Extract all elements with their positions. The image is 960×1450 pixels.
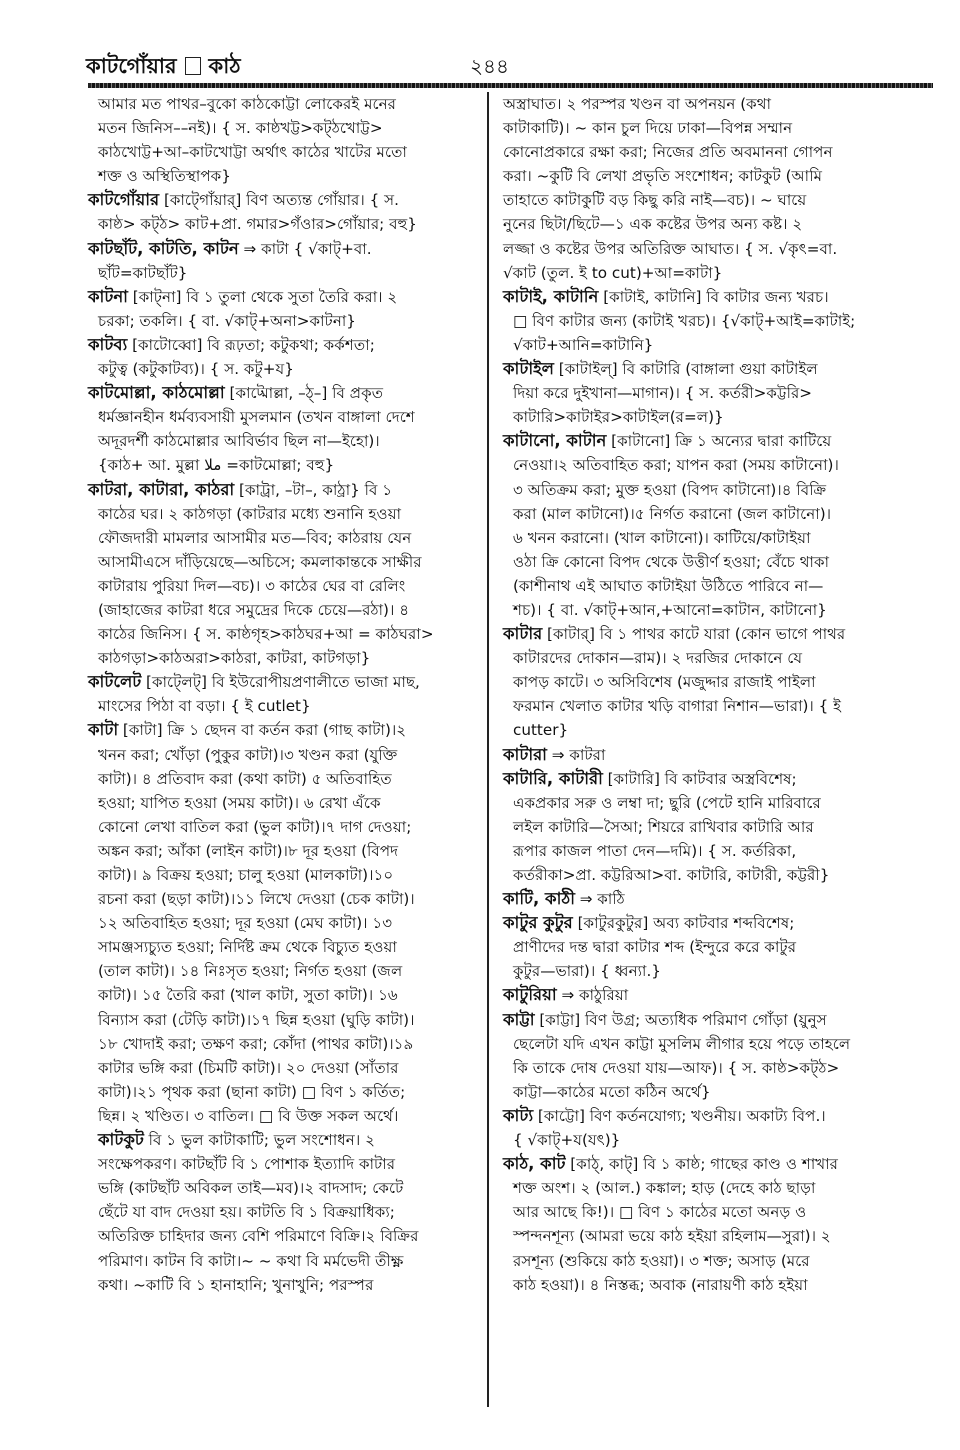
headword: কাটনা [88,286,128,306]
text-line [88,140,478,164]
text-line [88,212,478,236]
line-text: বি ১ ভুল কাটাকাটি; ভুল সংশোধন। ২ [143,1131,375,1150]
line-text: একপ্রকার সরু ও লম্বা দা; ছুরি (পেটে হানি মারিবারে [513,793,821,812]
line-text: কাঠের ঘর। ২ কাঠগড়া (কাটরার মধ্যে শুনানি হওয়া [98,504,402,523]
text-line [88,1200,478,1224]
headword: কাট্টা [503,1009,535,1029]
text-line [503,1176,928,1200]
text-line [88,574,478,598]
text-line [88,743,478,767]
text-line [88,116,478,140]
text-line [88,959,478,983]
text-line [503,1080,928,1104]
line-text: ছেলেটা যদি এখন কাট্টা মুসলিম লীগার হয়ে পড়ে তাহলে [513,1034,851,1053]
line-text: শক্ত ও অস্থিতিস্থাপক} [98,167,231,186]
line-text: শক্ত অংশ। ২ (আল.) কঙ্কাল; হাড় (দেহে কাঠ ছাড়া [513,1179,816,1198]
entry-line [503,1152,928,1176]
line-text: আর আছে কি!)। □ বিণ ১ কাঠের মতো অনড় ও [513,1203,807,1222]
line-text: ছাঁট=কাটছাঁট} [98,263,188,282]
line-text: মাংসের পিঠা বা বড়া। { ই cutlet} [98,697,311,716]
line-text: কাঠখোট্ট+আ–কাটখোট্টা অর্থাৎ কাঠের খাটের মতো [98,143,407,162]
line-text: {কাঠ+ আ. মুল্লা ملا =কাটমোল্লা; বহু} [98,456,335,475]
line-text: কাঠের জিনিস। { স. কাষ্ঠগৃহ>কাঠঘর+আ = কাঠঘরা> [98,625,434,644]
headword: কাটুরিয়া [503,985,557,1005]
text-line [88,791,478,815]
line-text: সামঞ্জস্যচ্যুত হওয়া; নির্দিষ্ট ক্রম থেকে বিচ্যুত হওয়া [98,938,397,957]
text-line [503,550,928,574]
line-text: ওঠা ক্রি কোনো বিপদ থেকে উত্তীর্ণ হওয়া; বেঁচে থাকা [513,552,829,571]
line-text: লজ্জা ও কষ্টের উপর অতিরিক্ত আঘাত। { স. √কৃৎ=বা. [503,239,838,258]
guide-words [86,50,241,85]
text-line [88,1056,478,1080]
line-text: পরিমাণ। কাটন বি কাটা।~ ~ কথা বি মর্মভেদী তীক্ষ্ণ [98,1251,404,1270]
text-line [88,502,478,526]
line-text: নুনের ছিটা/ছিটে—১ এক কষ্টের উপর অন্য কষ্ট। ২ [503,215,803,234]
column-divider [487,92,489,1407]
text-line [88,1032,478,1056]
headword: কাঠ, কাট [503,1154,566,1174]
line-text: ৬ খনন করানো। (খাল কাটানো)। কাটিয়ে/কাটাইয়া [513,528,811,547]
line-text: কাটা)।২১ পৃথক করা (ছানা কাটা) □ বিণ ১ কর্তিত; [98,1082,406,1101]
header-rule [88,83,933,88]
line-text: √কাট (তুল. ই to cut)+আ=কাটা} [503,263,723,282]
line-text: স্পন্দনশূন্য (আমরা ভয়ে কাঠ হইয়া রহিলাম—সুরা)। ২ [513,1227,831,1246]
line-text: ছেঁটে যা বাদ দেওয়া হয়। কাটতি বি ১ বিক্রয়াধিক্য; [98,1203,395,1222]
text-line [503,1128,928,1152]
text-line [88,92,478,116]
text-line [88,453,478,477]
line-text: ⇒ কাটা { √কাট্+বা. [238,239,372,258]
line-text: খনন করা; খোঁড়া (পুকুর কাটা)।৩ খণ্ডন করা (যুক্তি [98,745,398,764]
text-line [503,188,928,212]
text-line [88,863,478,887]
line-text: [কাট্রা, –টা–, কাঠ্রা} বি ১ [234,480,393,499]
text-line [88,694,478,718]
line-text: ৩ অতিক্রম করা; মুক্ত হওয়া (বিপদ কাটানো)।৪ বিক্রি [513,480,827,499]
line-text: ছিন্ন। ২ খণ্ডিত। ৩ বাতিল। □ বি উক্ত সকল অর্থে। [98,1106,399,1125]
text-line [503,598,928,622]
text-line [503,694,928,718]
text-line [503,1249,928,1273]
text-line [503,959,928,983]
text-line [88,429,478,453]
entry-line [503,285,928,309]
text-line [503,815,928,839]
text-line [503,1032,928,1056]
line-text: [কাটানো] ক্রি ১ অন্যের দ্বারা কাটিয়ে [606,432,832,451]
text-line [503,526,928,550]
line-text: ⇒ কাটরা [546,745,606,764]
line-text: ⇒ কাঠুরিয়া [556,986,629,1005]
text-line [503,863,928,887]
headword: কাটকুট [98,1130,144,1150]
separator-box-icon [185,57,201,75]
line-text: করা (মাল কাটানো)।৫ নির্গত করানো (জল কাটানো)। [513,504,832,523]
line-text: [কাটাইল্] বি কাটারি (বাঙ্গালা গুয়া কাটাইল [553,360,818,379]
headword: কাটারা [503,744,547,764]
text-line [88,1080,478,1104]
line-text: ভঙ্গি (কাটছাঁট অবিকল তাই—মব)।২ বাদসাদ; কেটে [98,1179,404,1198]
line-text: কাটা)। ৯ বিক্রয় হওয়া; চালু হওয়া (মালকাটা)।১০ [98,866,394,884]
entry-line [88,285,478,309]
line-text: ১৮ খোদাই করা; তক্ষণ করা; কোঁদা (পাথর কাটা)।১৯ [98,1034,414,1053]
line-text: কাটার ভঙ্গি করা (চিমটি কাটা)। ২০ দেওয়া (সাঁতার [98,1058,399,1077]
left-column [88,92,478,1297]
text-line [503,502,928,526]
entry-line [503,622,928,646]
line-text: [কাটারি] বি কাটবার অস্ত্রবিশেষ; [602,769,797,788]
line-text: নেওয়া।২ অতিবাহিত করা; যাপন করা (সময় কাটানো)। [513,456,839,475]
right-column [503,92,928,1297]
text-line [503,92,928,116]
text-line [88,598,478,622]
text-line [503,1200,928,1224]
headword: কাটরা, কাটারা, কাঠরা [88,479,235,499]
text-line [88,1176,478,1200]
entry-line [503,1008,928,1032]
line-text: মতন জিনিস––নই)। { স. কাষ্ঠখট্ট>কট্ঠখোট্ট> [98,119,383,138]
entry-line [503,911,928,935]
line-text: চরকা; তকলি। { বা. √কাট্+অনা>কাটনা} [98,311,356,330]
entry-line [88,1128,478,1152]
line-text: কাঠ হওয়া)। ৪ নিস্তব্ধ; অবাক (নারায়ণী কাঠ হইয়া [513,1275,808,1294]
text-line [503,718,928,742]
line-text: ধর্মজ্ঞানহীন ধর্মব্যবসায়ী মুসলমান (তখন বাঙ্গালা দেশে [98,408,415,427]
entry-line [503,887,928,911]
entry-line [88,333,478,357]
text-line [503,1273,928,1297]
entry-line [88,670,478,694]
text-line [503,646,928,670]
line-text: cutter} [513,721,569,740]
line-text: { √কাট্+য(যৎ)} [513,1131,621,1150]
text-line [88,550,478,574]
entry-line [503,429,928,453]
line-text: তাহাতে কাটাকুটি বড় কিছু করি নাই—বচ)। ~ ঘায়ে [503,191,807,210]
text-line [503,381,928,405]
entry-line [503,1104,928,1128]
line-text: ফরমান খেলাত কাটার খড়ি বাগারা নিশান—ভারা)। { ই [513,697,842,716]
text-line [503,237,928,261]
page-number: ২৪৪ [470,54,509,78]
line-text: ১২ অতিবাহিত হওয়া; দূর হওয়া (মেঘ কাটা)। ১৩ [98,914,393,933]
line-text: [কাট্লেট্] বি ইউরোপীয়প্রণালীতে ভাজা মাছ, [141,673,420,692]
line-text: কাপড় কাটে। ৩ অসিবিশেষ (মজুদ্দার রাজাই পাইলা [513,673,816,692]
entry-line [503,743,928,767]
text-line [88,164,478,188]
headword: কাট্য [503,1105,534,1125]
text-line [503,140,928,164]
text-line [503,212,928,236]
line-text: কোনোপ্রকারে রক্ষা করা; নিজের প্রতি অবমাননা গোপন [503,143,833,162]
line-text: (জাহাজের কাটরা ধরে সমুদ্রের দিকে চেয়ে—রঠা)। ৪ [98,600,410,619]
text-line [88,911,478,935]
line-text: (তাল কাটা)। ১৪ নিঃসৃত হওয়া; নির্গত হওয়া (জল [98,962,403,981]
entry-line [503,357,928,381]
text-line [88,983,478,1007]
text-line [503,670,928,694]
line-text: □ বিণ কাটার জন্য (কাটাই খরচ)। {√কাট্+আই=কাটাই; [513,311,856,330]
text-line [88,1249,478,1273]
line-text: [কাটোব্বো] বি রূঢ়তা; কটুকথা; কর্কশতা; [127,335,375,354]
entry-line [88,188,478,212]
text-line [503,261,928,285]
text-line [503,839,928,863]
line-text: কাটা)। ১৫ তৈরি করা (খাল কাটা, সুতা কাটা)। ১৬ [98,986,398,1005]
line-text: হওয়া; যাপিত হওয়া (সময় কাটা)। ৬ রেখা এঁকে [98,793,381,812]
line-text: [কাট্মোল্লা, –ঠ্–] বি প্রকৃত [224,384,384,403]
text-line [88,357,478,381]
line-text: [কাট্টো] বিণ কর্তনযোগ্য; খণ্ডনীয়। অকাট্য বিপ.। [533,1106,826,1125]
text-line [88,1008,478,1032]
guide-word-start: কাটগোঁয়ার [86,54,177,78]
text-line [503,405,928,429]
text-line [503,333,928,357]
line-text: বিন্যাস করা (টেড়ি কাটা)।১৭ ছিন্ন হওয়া (ঘুড়ি কাটা)। [98,1010,415,1029]
line-text: রসশূন্য (শুকিয়ে কাঠ হওয়া)। ৩ শক্ত; অসাড় (মরে [513,1251,810,1270]
headword: কাটমোল্লা, কাঠমোল্লা [88,383,225,403]
text-line [88,935,478,959]
line-text: লইল কাটারি—সৈআ; শিয়রে রাখিবার কাটারি আর [513,817,814,836]
line-text: আসামীএসে দাঁড়িয়েছে—অচিসে; কমলাকান্তকে সাক্ষীর [98,552,422,571]
line-text: অস্ত্রাঘাত। ২ পরস্পর খণ্ডন বা অপনয়ন (কথা [503,95,771,113]
text-line [88,646,478,670]
headword: কাটলেট [88,672,142,692]
text-line [88,1273,478,1297]
line-text: অঙ্কন করা; আঁকা (লাইন কাটা)।৮ দূর হওয়া (বিপদ [98,841,399,860]
headword: কাটাই, কাটানি [503,286,599,306]
line-text: কাটারি>কাটাইর>কাটাইল(র=ল)} [513,408,724,427]
headword: কাটাইল [503,359,554,379]
text-line [88,887,478,911]
line-text: কাট্টা—কাঠের মতো কঠিন অর্থে} [513,1082,711,1101]
line-text: কোনো লেখা বাতিল করা (ভুল কাটা)।৭ দাগ দেওয়া; [98,817,412,836]
text-line [88,261,478,285]
headword: কাটার [503,624,543,644]
headword: কাটি, কাঠী [503,889,575,909]
line-text: কর্তরীকা>প্রা. কট্টরিআ>বা. কাটারি, কাটারী, কট্টরী} [513,866,830,884]
line-text: [কাটুরকুটুর] অব্য কাটবার শব্দবিশেষ; [572,914,795,933]
line-text: [কাটা] ক্রি ১ ছেদন বা কর্তন করা (গাছ কাটা)।২ [118,721,407,740]
line-text: (কাশীনাথ এই আঘাত কাটাইয়া উঠিতে পারিবে না— [513,576,824,595]
line-text: কাটা)। ৪ প্রতিবাদ করা (কথা কাটা) ৫ অতিবাহিত [98,769,392,788]
entry-line [88,237,478,261]
line-text: [কাট্না] বি ১ তুলা থেকে সুতা তৈরি করা। ২ [127,287,398,306]
text-line [88,1152,478,1176]
line-text: কাটাকাটি)। ~ কান চুল দিয়ে ঢাকা—বিপন্ন সম্মান [503,119,793,138]
entry-line [88,718,478,742]
text-line [88,815,478,839]
text-line [88,839,478,863]
headword: কাটা [88,720,119,740]
line-text: অদূরদর্শী কাঠমোল্লার আবির্ভাব ছিল না—ইহো)। [98,432,380,451]
text-line [503,478,928,502]
line-text: কাঠগড়া>কাঠঅরা>কাঠরা, কাটরা, কাটগড়া} [98,649,371,668]
line-text: কটুত্ব (কটুকাটব্য)। { স. কটু+য} [98,360,294,379]
line-text: কাটারায় পুরিয়া দিল—বচ)। ৩ কাঠের ঘের বা রেলিং [98,576,406,595]
line-text: কি তাকে দোষ দেওয়া যায়—আফ)। { স. কাষ্ঠ>কট্ঠ> [513,1058,840,1077]
entry-line [503,983,928,1007]
line-text: √কাট+আনি=কাটানি} [513,335,654,354]
text-line [503,116,928,140]
text-line [503,453,928,477]
line-text: দিয়া করে দুইখানা—মাগান)। { স. কর্তরী>কট্টরি> [513,384,813,403]
line-text: [কাঠ্, কাট্] বি ১ কাষ্ঠ; গাছের কাণ্ড ও শাখার [565,1155,838,1174]
text-line [503,1056,928,1080]
headword: কাটব্য [88,334,128,354]
entry-line [503,767,928,791]
line-text: রচনা করা (ছড়া কাটা)।১১ লিখে দেওয়া (চেক কাটা)। [98,890,415,909]
headword: কাটছাঁট, কাটতি, কাটন [88,238,239,258]
text-line [88,767,478,791]
line-text: কাটারদের দোকান—রাম)। ২ দরজির দোকানে যে [513,649,803,668]
text-line [88,1224,478,1248]
text-line [88,1104,478,1128]
text-line [503,574,928,598]
line-text: ফৌজদারী মামলার আসামীর মত—বিব; কাঠরায় যেন [98,528,412,547]
text-line [88,405,478,429]
line-text: ⇒ কাঠি [574,890,625,909]
line-text: [কাটাই, কাটানি] বি কাটার জন্য খরচ। [598,287,829,306]
headword: কাটগোঁয়ার [88,190,160,210]
text-line [88,622,478,646]
text-line [503,1224,928,1248]
entry-line [88,381,478,405]
entry-line [88,478,478,502]
text-line [503,164,928,188]
headword: কাটানো, কাটান [503,431,607,451]
text-line [503,791,928,815]
line-text: [কাট্টা] বিণ উগ্র; অত্যধিক পরিমাণ গোঁড়া (য়ুনুস [534,1010,827,1029]
line-text: কুটুর—ভারা)। { ধ্বন্যা.} [513,962,661,981]
line-text: অতিরিক্ত চাহিদার জন্য বেশি পরিমাণে বিক্রি।২ বিক্রির [98,1227,419,1246]
line-text: [কাট্গোঁয়ার্] বিণ অত্যন্ত গোঁয়ার। { স. [159,191,400,210]
line-text: কাষ্ঠ> কট্ঠ> কাট+প্রা. গমার>গঁওার>গোঁয়ার; বহু} [98,215,417,234]
line-text: করা। ~কুটি বি লেখা প্রভৃতি সংশোধন; কাটকুট (আমি [503,167,823,186]
headword: কাটুর কুটুর [503,913,573,933]
text-line [88,526,478,550]
line-text: প্রাণীদের দন্ত দ্বারা কাটার শব্দ (ইন্দুরে করে কাটুর [513,938,797,957]
text-line [503,309,928,333]
text-line [503,935,928,959]
line-text: কথা। ~কাটি বি ১ হানাহানি; খুনাখুনি; পরস্পর [98,1275,374,1294]
line-text: [কাটার্] বি ১ পাথর কাটে যারা (কোন ভাগে পাথর [542,625,846,644]
headword: কাটারি, কাটারী [503,768,603,788]
line-text: আমার মত পাথর–বুকো কাঠকোট্টা লোকেরই মনের [98,95,397,113]
line-text: শচ)। { বা. √কাট্+আন,+আনো=কাটান, কাটানো} [513,600,827,619]
line-text: রূপার কাজল পাতা দেন—দমি)। { স. কর্তরিকা, [513,841,797,860]
guide-word-end: কাঠ [208,54,241,78]
text-line [88,309,478,333]
line-text: সংক্ষেপকরণ। কাটছাঁট বি ১ পোশাক ইত্যাদি কাটার [98,1155,396,1174]
